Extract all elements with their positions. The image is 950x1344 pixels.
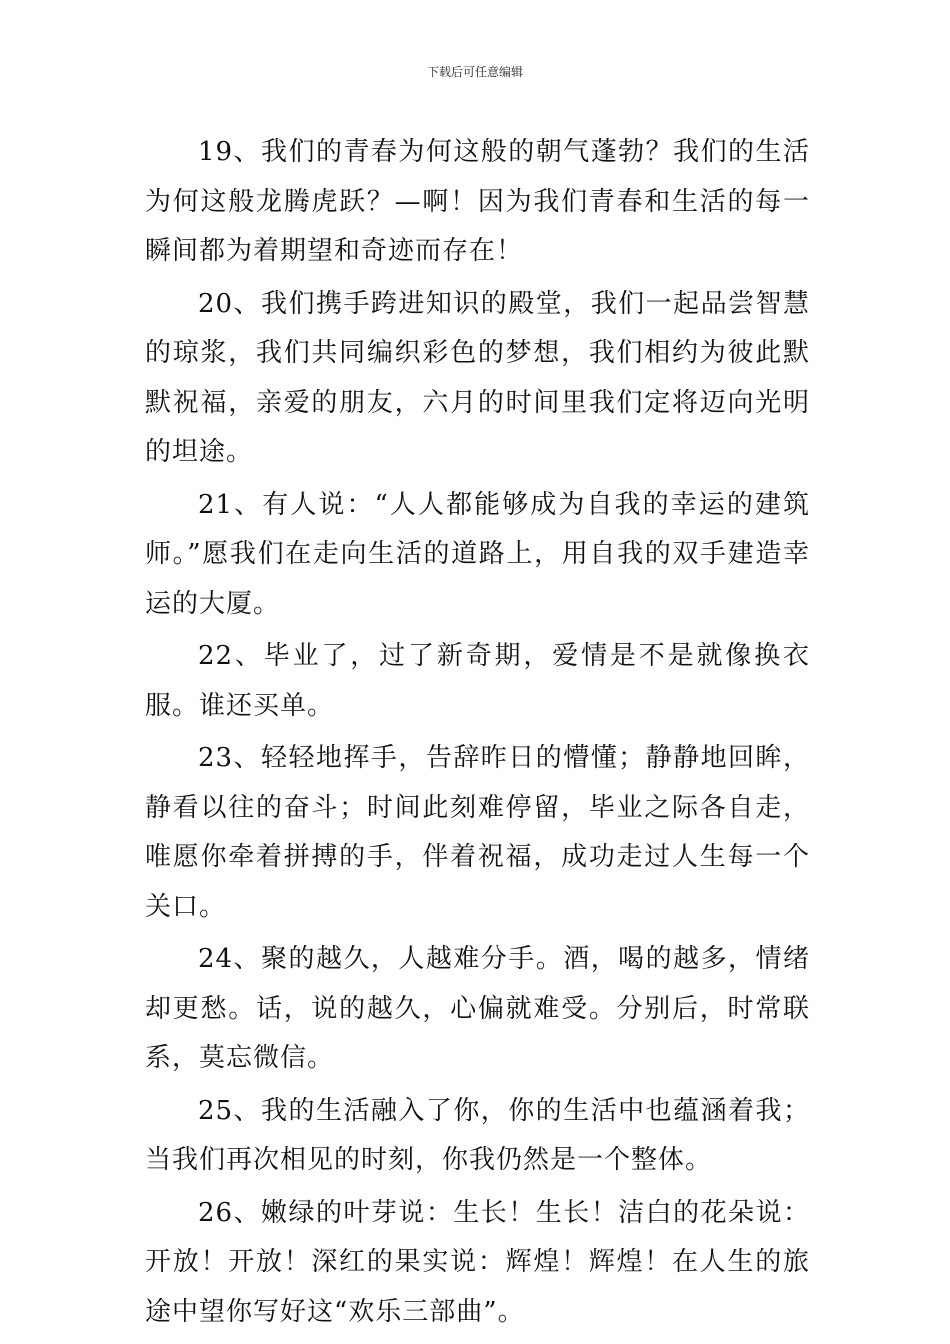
paragraph-22: 22、毕业了，过了新奇期，爱情是不是就像换衣服。谁还买单。 bbox=[145, 641, 810, 721]
paragraph-20: 20、我们携手跨进知识的殿堂，我们一起品尝智慧的琼浆，我们共同编织彩色的梦想，我们相约为彼此默默祝福，亲爱的朋友，六月的时间里我们定将迈向光明的坦途。 bbox=[145, 288, 810, 467]
document-body bbox=[145, 128, 810, 1340]
paragraph-24: 24、聚的越久，人越难分手。酒，喝的越多，情绪却更愁。话，说的越久，心偏就难受。分别后，时常联系，莫忘微信。 bbox=[145, 944, 810, 1073]
paragraph-23: 23、轻轻地挥手，告辞昨日的懵懂；静静地回眸，静看以往的奋斗；时间此刻难停留，毕业之际各自走，唯愿你牵着拼搏的手，伴着祝福，成功走过人生每一个关口。 bbox=[145, 743, 810, 922]
paragraph-19: 19、我们的青春为何这般的朝气蓬勃？我们的生活为何这般龙腾虎跃？—啊！因为我们青春和生活的每一瞬间都为着期望和奇迹而存在！ bbox=[145, 137, 810, 266]
page-header: 下载后可任意编辑 bbox=[426, 65, 523, 79]
paragraph-25: 25、我的生活融入了你，你的生活中也蕴涵着我；当我们再次相见的时刻，你我仍然是一个整体。 bbox=[145, 1095, 810, 1175]
paragraph-21: 21、有人说：“人人都能够成为自我的幸运的建筑师。”愿我们在走向生活的道路上，用自我的双手建造幸运的大厦。 bbox=[145, 489, 810, 619]
paragraph-26: 26、嫩绿的叶芽说：生长！生长！洁白的花朵说：开放！开放！深红的果实说：辉煌！辉煌！在人生的旅途中望你写好这“欢乐三部曲”。 bbox=[145, 1197, 810, 1327]
